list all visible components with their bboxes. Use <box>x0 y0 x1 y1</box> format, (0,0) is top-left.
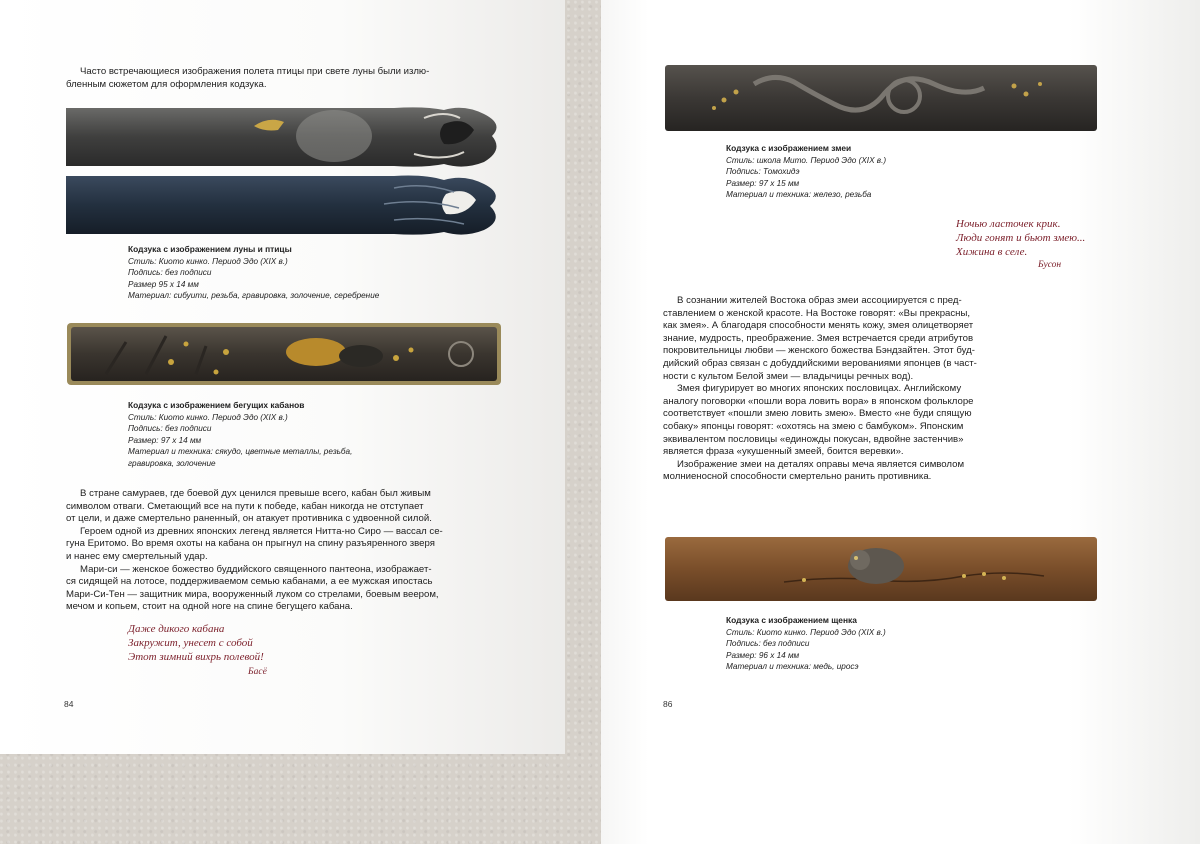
right-body-text <box>663 295 1033 484</box>
caption-line: Стиль: Киото кинко. Период Эдо (XIX в.) <box>726 627 886 637</box>
poem-line: Ночью ласточек крик. <box>956 218 1061 230</box>
text-line: дийский образ связан с добуддийскими верованиями японцев (в част- <box>663 357 977 369</box>
text-line: Изображение змеи на деталях оправы меча является символом <box>677 458 965 470</box>
left-haiku <box>128 622 264 664</box>
caption-line: гравировка, золочение <box>128 458 216 468</box>
text-line: ся сидящей на лотосе, поддерживаемом семью кабанами, а ее мужская ипостась <box>66 576 433 588</box>
text-line: от цели, и даже смертельно раненный, он атакует противника с удвоенной силой. <box>66 513 432 525</box>
text-line: молниеносной способности смертельно ранить противника. <box>663 471 932 483</box>
right-page-number: 86 <box>663 699 673 709</box>
caption-title: Кодзука с изображением луны и птицы <box>128 244 292 254</box>
poem-line: Люди гонят и бьют змею... <box>956 232 1086 244</box>
caption-line: Материал и техника: сякудо, цветные металлы, резьба, <box>128 447 353 456</box>
text-line: знание, мудрость, преображение. Змея встречается среди атрибутов <box>663 332 974 344</box>
caption-line: Материал и техника: медь, иросэ <box>726 662 859 671</box>
kozuka-puppy-image <box>664 536 1098 602</box>
poem-line: Этот зимний вихрь полевой! <box>128 651 264 663</box>
caption-line: Размер 95 х 14 мм <box>128 279 199 289</box>
text-line: гуна Еритомо. Во время охоты на кабана он прыгнул на спину разъяренного зверя <box>66 538 435 550</box>
text-line: соответствует «пошли змею ловить змею». Вместо «не буди спящую <box>663 408 972 420</box>
caption-line: Стиль: Киото кинко. Период Эдо (XIX в.) <box>128 412 288 422</box>
text-line: и нанес ему смертельный удар. <box>66 550 208 562</box>
caption-line: Стиль: Киото кинко. Период Эдо (XIX в.) <box>128 256 288 266</box>
caption-snake <box>726 143 1026 201</box>
text-line: мечом и копьем, стоит на одной ноге на спине бегущего кабана. <box>66 601 353 613</box>
text-line: Мари-си — женское божество буддийского священного пантеона, изображает- <box>80 563 432 575</box>
caption-line: Материал и техника: железо, резьба <box>726 190 872 199</box>
poem-line: Хижина в селе. <box>956 246 1028 258</box>
caption-puppy <box>726 615 1026 673</box>
text-line: ставлением о женской красоте. На Востоке говорят: «Вы прекрасны, <box>663 307 971 319</box>
caption-running-boars <box>128 400 428 469</box>
text-line: Мари-Си-Тен — защитник мира, вооруженный луком со стрелами, боевым веером, <box>66 588 439 600</box>
text-line: аналогу поговорки «пошли вора ловить вора» в японском фольклоре <box>663 395 974 407</box>
caption-line: Подпись: без подписи <box>726 639 810 648</box>
text-line: символом отваги. Сметающий все на пути к победе, кабан никогда не отступает <box>66 500 424 512</box>
caption-line: Размер: 97 х 14 мм <box>128 435 202 445</box>
poem-line: Закружит, унесет с собой <box>128 637 253 649</box>
text-line: бленным сюжетом для оформления кодзука. <box>66 78 267 90</box>
left-haiku-author: Басё <box>248 667 267 677</box>
kozuka-running-boars-image <box>66 322 502 386</box>
caption-title: Кодзука с изображением щенка <box>726 615 857 625</box>
text-line: эквивалентом пословицы «единожды покусан, вдвойне застенчив» <box>663 433 964 445</box>
text-line: является фраза «укушенный змеей, боится веревки». <box>663 446 904 458</box>
text-line: Часто встречающиеся изображения полета птицы при свете луны были излю- <box>80 66 430 77</box>
text-line: В сознании жителей Востока образ змеи ассоциируется с пред- <box>677 295 962 306</box>
right-haiku-author: Бусон <box>1038 260 1062 270</box>
left-body-text <box>66 488 466 614</box>
left-page-number: 84 <box>64 699 74 709</box>
text-line: ности с культом Белой змеи — владычицы речных вод). <box>663 370 914 382</box>
text-line: Змея фигурирует во многих японских пословицах. Английскому <box>677 383 962 395</box>
kozuka-moon-bird-image <box>64 106 504 170</box>
kozuka-snake-image <box>664 64 1098 132</box>
text-line: покровительницы любви — женского божества Бэндзайтен. Этот буд- <box>663 345 975 357</box>
text-line: Героем одной из древних японских легенд является Нитта-но Сиро — вассал се- <box>80 525 443 537</box>
caption-title: Кодзука с изображением бегущих кабанов <box>128 400 305 410</box>
caption-line: Подпись: Томохидэ <box>726 167 800 176</box>
caption-line: Стиль: школа Мито. Период Эдо (XIX в.) <box>726 155 887 165</box>
caption-title: Кодзука с изображением змеи <box>726 143 852 153</box>
caption-line: Размер: 97 х 15 мм <box>726 178 800 188</box>
caption-line: Подпись: без подписи <box>128 268 212 277</box>
left-intro-paragraph <box>66 66 466 91</box>
kozuka-moon-bird-reverse-image <box>64 174 504 238</box>
right-haiku <box>956 217 1085 259</box>
poem-line: Даже дикого кабана <box>128 623 225 635</box>
caption-line: Размер: 96 х 14 мм <box>726 650 800 660</box>
caption-moon-bird <box>128 244 428 302</box>
text-line: В стране самураев, где боевой дух ценился превыше всего, кабан был живым <box>80 488 431 499</box>
text-line: как змея». А благодаря способности менять кожу, змея олицетворяет <box>663 320 974 332</box>
caption-line: Материал: сибуити, резьба, гравировка, золочение, серебрение <box>128 291 380 300</box>
caption-line: Подпись: без подписи <box>128 424 212 433</box>
text-line: собаку» японцы говорят: «охотясь на змею с бамбуком». Японским <box>663 420 964 432</box>
